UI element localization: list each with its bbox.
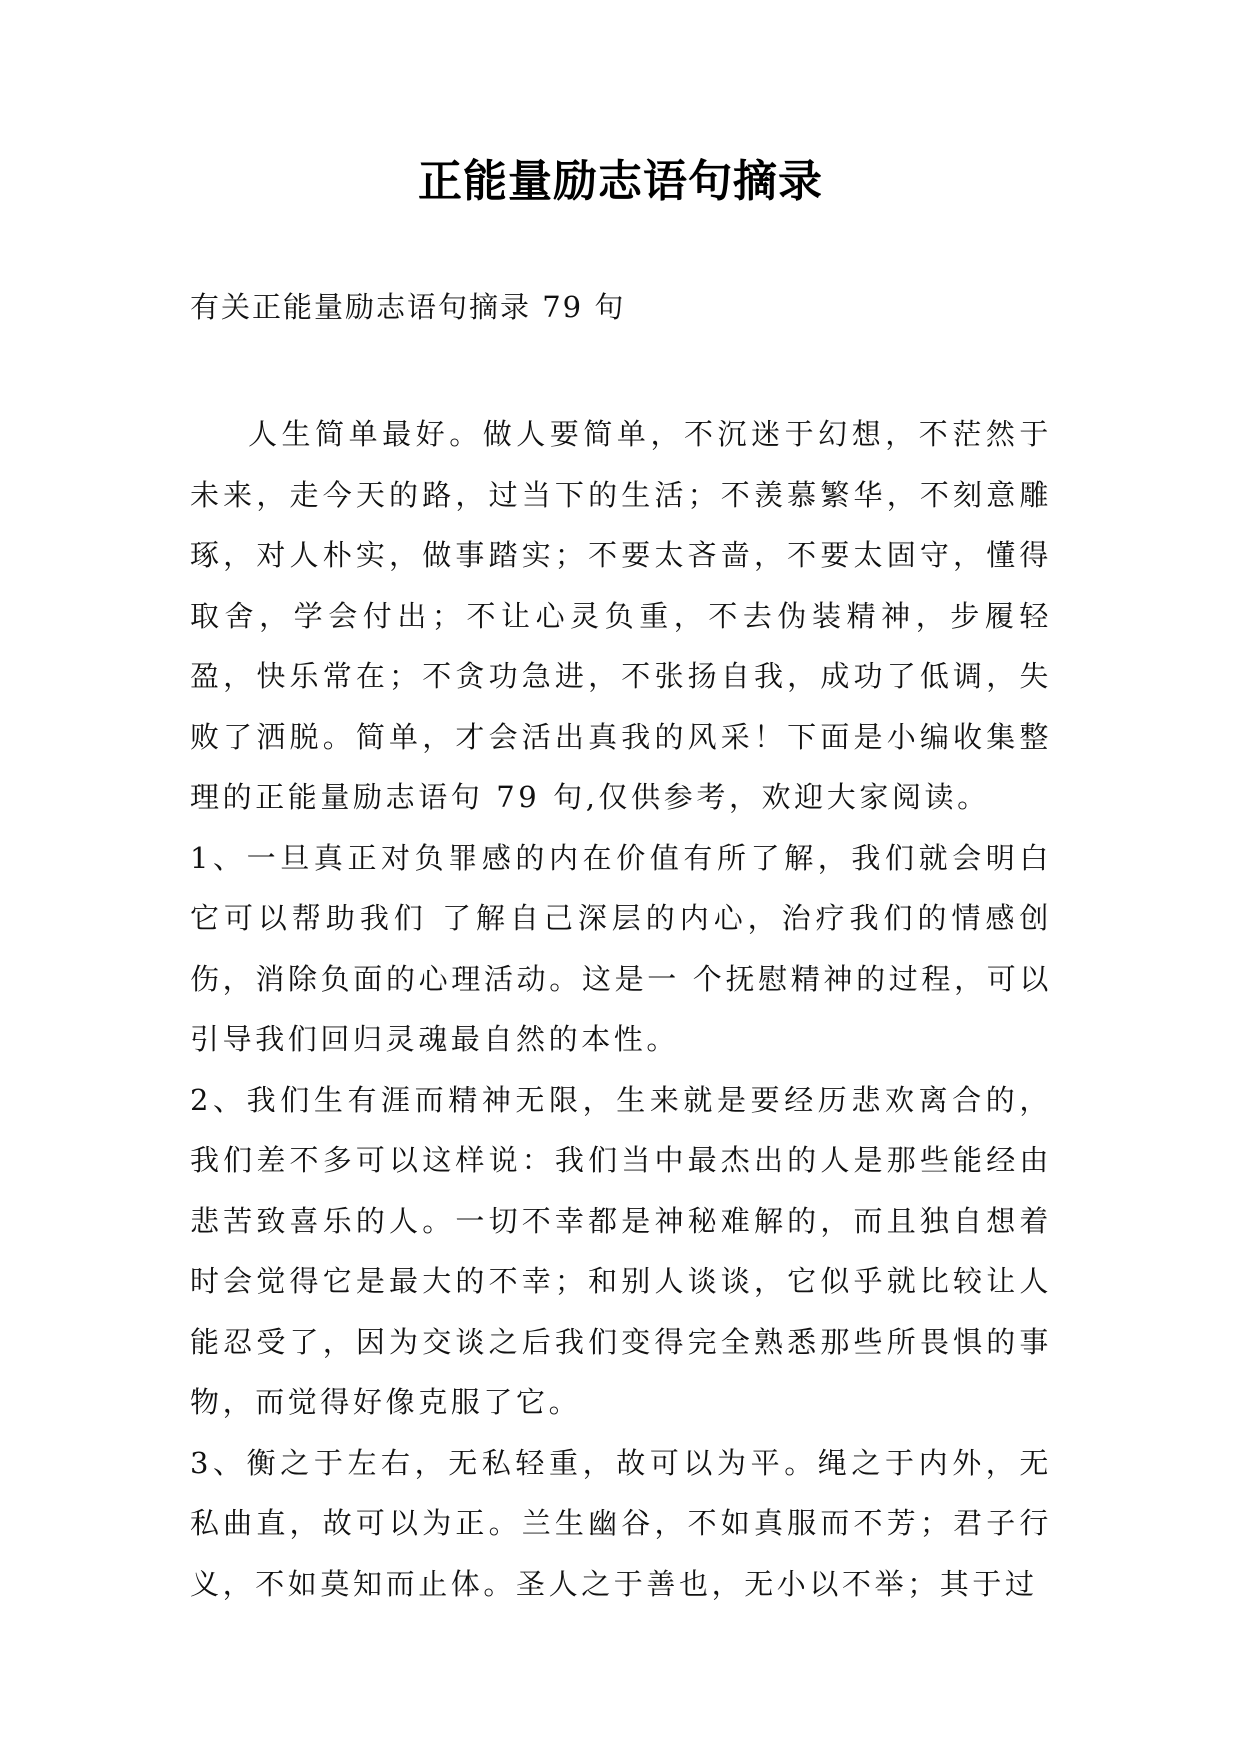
document-title: 正能量励志语句摘录	[418, 156, 823, 207]
document-body	[190, 404, 1052, 1614]
quote-item-2: 2、我们生有涯而精神无限，生来就是要经历悲欢离合的，我们差不多可以这样说：我们当中最杰出的人是那些能经由悲苦致喜乐的人。一切不幸都是神秘难解的，而且独自想着时会觉得它是最大的不幸；和别人谈谈，它似乎就比较让人能忍受了，因为交谈之后我们变得完全熟悉那些所畏惧的事物，而觉得好像克服了它。	[190, 1082, 1052, 1419]
quote-item-1: 1、一旦真正对负罪感的内在价值有所了解，我们就会明白它可以帮助我们 了解自己深层的内心，治疗我们的情感创伤，消除负面的心理活动。这是一 个抚慰精神的过程，可以引导我们回归灵魂最自然的本性。	[190, 840, 1052, 1056]
document-subtitle: 有关正能量励志语句摘录 79 句	[190, 290, 626, 324]
quote-item-3: 3、衡之于左右，无私轻重，故可以为平。绳之于内外，无私曲直，故可以为正。兰生幽谷，不如真服而不芳；君子行义，不如莫知而止体。圣人之于善也，无小以不举；其于过	[190, 1445, 1052, 1601]
intro-paragraph: 人生简单最好。做人要简单，不沉迷于幻想，不茫然于未来，走今天的路，过当下的生活；不羡慕繁华，不刻意雕琢，对人朴实，做事踏实；不要太吝啬，不要太固守，懂得取舍，学会付出；不让心灵负重，不去伪装精神，步履轻盈，快乐常在；不贪功急进，不张扬自我，成功了低调，失败了洒脱。简单，才会活出真我的风采！下面是小编收集整理的正能量励志语句 79 句,仅供参考，欢迎大家阅读。	[190, 417, 1052, 814]
